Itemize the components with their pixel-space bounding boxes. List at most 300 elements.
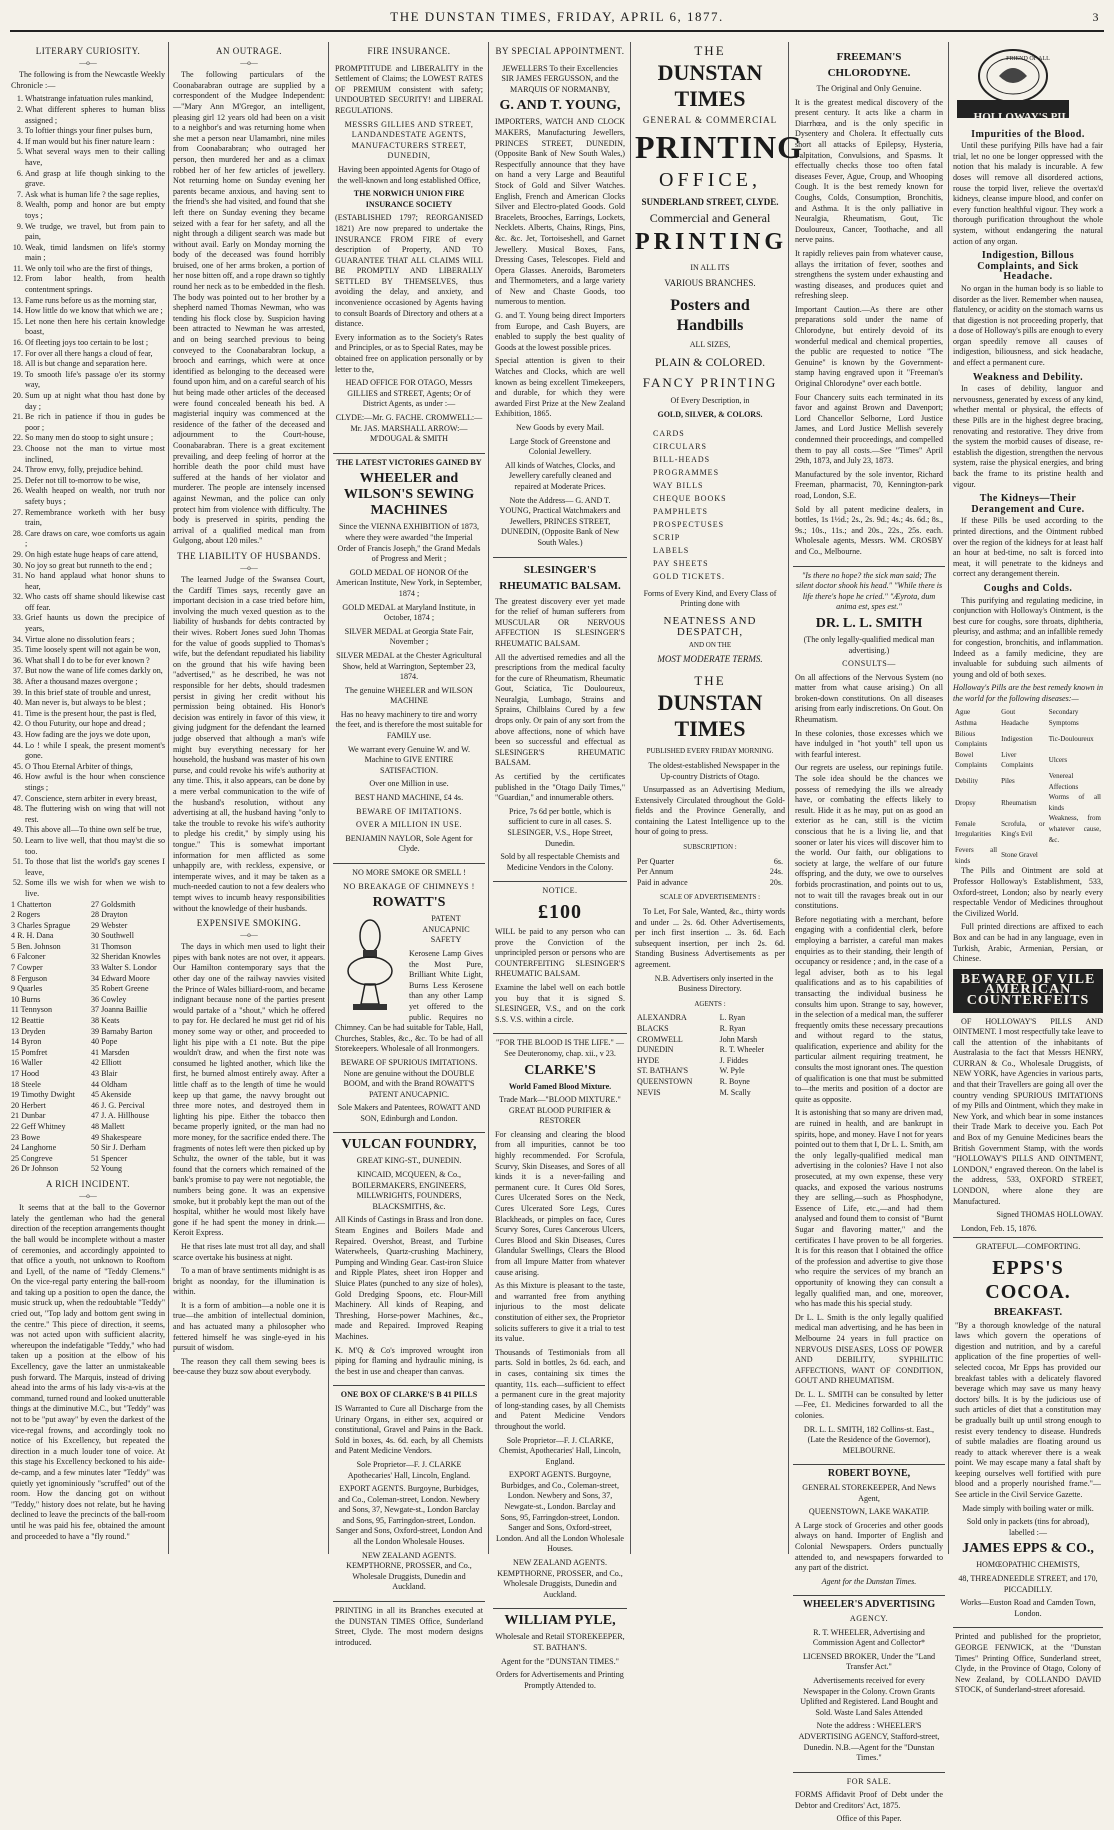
ad-text: For cleansing and clearing the blood from all impurities, cannot be too highly recommended. For Scrofula, Scurvy, Skin Diseases, and Sores of all kinds it is a never-failing and permanent cure. It Cures Old Sores, Cures Ulcerated Sores on the Neck, Cures Ulcerated Sore Legs, Cures Blackheads, or pimples on face, Cures Scurvy Sores, Cures Cancerous Ulcers, Cures Blood and Skin Diseases, Cures Glandular Swellings, Clears the Blood from all Impure Matter from whatever cause arising. xyxy=(495,1129,625,1277)
sewing-machine-ad xyxy=(333,453,485,860)
ad-title: JAMES EPPS & CO., xyxy=(962,1541,1094,1557)
literary-line: 34. Virtue alone no dissolution fears ; xyxy=(25,635,165,646)
remedy-row: Debility Piles Venereal Affections xyxy=(955,772,1079,791)
ad-text: Sold by all patent medicine dealers, in bottles, 1s 1½d.; 2s., 2s. 9d.; 4s.; 4s. 6d.; 8s., 9s.; 10s., 11s.; and 20s., 22s., 25s. each. Wholesale agents, Messrs. WM. CROSBY and Co., Melbourne. xyxy=(795,504,943,556)
scale-text: To Let, For Sale, Wanted, &c., thirty words and under ... 2s. 6d. Other Advertisements, per inch first insertion ... 3s. 6d. Each subsequent insertion, per inch 2s. 6d. Standing Business Advertisements as per agreement. xyxy=(635,907,785,969)
poet-entry: 35 Robert Greene xyxy=(91,984,149,994)
printing-comm: Commercial and General xyxy=(649,211,771,226)
agent-row: CROMWELL John Marsh xyxy=(637,1034,758,1044)
printing-every: Of Every Description, in xyxy=(670,395,750,405)
section-text: If these Pills be used according to the printed directions, and the Ointment rubbed over the region of the kidneys for at least half an hour at bed-time, no salt is forced into meat, it will penetrate to the kidneys and correct any derangement therein. xyxy=(953,516,1103,579)
poet-entry: 43 Blair xyxy=(91,1069,118,1078)
ad-text: IS Warranted to Cure all Discharge from the Urinary Organs, in either sex, acquired or constitutional, Gravel and Pains in the Back. Sold in boxes, 4s. 6d. each, by all Chemists and Patent Medicine Vendors. xyxy=(335,1403,483,1456)
ad-text: Since the VIENNA EXHIBITION of 1873, where they were awarded "the Imperial Order of Francis Joseph," the Grand Medals of Progress and Merit ; xyxy=(337,522,481,564)
ad-title: THE NORWICH UNION FIRE INSURANCE SOCIETY xyxy=(353,189,465,209)
signature: Signed THOMAS HOLLOWAY. xyxy=(996,1210,1103,1220)
column-4 xyxy=(490,42,630,1690)
ad-text: NO BREAKAGE OF CHIMNEYS ! xyxy=(343,881,475,891)
section-heading: Indigestion, Billous Complaints, and Sick Headache. xyxy=(977,250,1079,283)
printing-branches: VARIOUS BRANCHES. xyxy=(664,277,756,288)
literary-intro: The following is from the Newcastle Weekly Chronicle :— xyxy=(11,70,165,90)
literary-lines xyxy=(11,94,165,899)
lamp-ad xyxy=(333,863,485,1129)
literary-line: 19. To smooth life's passage o'er its stormy way, xyxy=(25,370,165,391)
ad-text: In these colonies, those excesses which we have indulged in "hot youth" tell upon us with fearful interest. xyxy=(795,728,943,759)
column-rule xyxy=(488,42,489,1554)
section-text: Full printed directions are affixed to each Box and can be had in any language, even in Turkish, Arabic, Armenian, Persian, or Chinese. xyxy=(953,922,1103,964)
ad-text: KINCAID, MCQUEEN, & Co., BOILERMAKERS, ENGINEERS, MILLWRIGHTS, FOUNDERS, BLACKSMITHS, &c. xyxy=(352,1170,466,1211)
literary-line: 20. Sum up at night what thou hast done by day ; xyxy=(25,391,165,412)
blood-mixture-ad xyxy=(493,1033,627,1605)
remedy-row: Female Irregularities Scrofula, or King's Evil Weakness, from whatever cause, &c. xyxy=(955,814,1101,844)
ad-text: As this Mixture is pleasant to the taste, and warranted free from anything injurious to the most delicate constitution of either sex, the Proprietor solicits sufferers to give it a trial to test its value. xyxy=(495,1281,625,1344)
literary-line: 2. What different spheres to human bliss assigned ; xyxy=(25,105,165,126)
literary-line: 42. O thou Futurity, our hope and dread ; xyxy=(25,719,165,730)
literary-line: 39. In this brief state of trouble and unrest, xyxy=(25,688,165,699)
ad-title: G. AND T. YOUNG, xyxy=(499,98,621,114)
ad-text: It rapidly relieves pain from whatever cause, allays the irritation of fever, soothes and strengthens the system under exhausting and wasting diseases, and produces quiet and refreshing sleep. xyxy=(795,248,943,301)
seal-motto: FRIEND OF ALL xyxy=(1006,55,1050,62)
printing-item: CHEQUE BOOKS xyxy=(653,493,727,503)
poet-entry: 10 Burns xyxy=(11,994,41,1004)
ad-text: New Goods by every Mail. xyxy=(516,423,604,432)
chlorodyne-ad xyxy=(793,45,945,563)
poet-entry: 49 Shakespeare xyxy=(91,1132,142,1142)
literary-line: 47. Conscience, stern arbiter in every breast, xyxy=(25,794,165,805)
remedy-row: Bowel Complaints Liver Complaints Ulcers xyxy=(955,750,1068,770)
poet-entry: 48 Mallett xyxy=(91,1121,125,1131)
poet-entry: 32 Sheridan Knowles xyxy=(91,952,161,962)
ad-text: LICENSED BROKER, Under the "Land Transfer Act." xyxy=(802,1651,936,1672)
times-title: DUNSTAN TIMES xyxy=(657,690,763,742)
poet-entry: 19 Timothy Dwight xyxy=(11,1090,75,1100)
literary-line: 35. Time loosely spent will not again be won, xyxy=(25,645,165,656)
poet-entry: 29 Webster xyxy=(91,920,128,930)
poet-entry: 13 Dryden xyxy=(11,1026,46,1036)
divider: —o— xyxy=(79,58,97,67)
divider: —o— xyxy=(240,58,258,67)
printing-fancy: FANCY PRINTING xyxy=(642,374,778,390)
ad-text: Large Stock of Greenstone and Colonial Jewellery. xyxy=(509,436,611,457)
poet-entry: 26 Dr Johnson xyxy=(11,1164,59,1174)
literary-line: 15. Let none then here his certain knowledge boast, xyxy=(25,317,165,338)
ad-title: CLARKE'S xyxy=(524,1062,596,1078)
ad-text: Works—Euston Road and Camden Town, London. xyxy=(960,1598,1096,1618)
times-unsurpassed: Unsurpassed as an Advertising Medium, Extensively Circulated throughout the Gold-fields and the Province Generally, and containing the Latest Intelligence up to the hour of going to press. xyxy=(635,785,785,837)
ad-text: It is astonishing that so many are driven mad, are ruined in health, and are bankrupt in spirits, hope, and money. Have I not for years pointed out to them that I, Dr L. L. Smith, am the only legally-qualified medical man advertising in the colonies? Have I not also prosecuted, at my own expense, these very quacks, and exposed the various nostrums they are selling,—such as Phosphodyne, Essence of Life, etc.,—and had them analysed and found them to consist of "Burnt Sugar and flavoring matter," and the certificates I have proven to be all forgeries. It is for this reason that I obtained the office of the profession and advertise to give those who require the services of my branch an opportunity of knowing they can consult a legally qualified man, and one, moreover, who has made this his special study. xyxy=(795,1108,943,1309)
printing-item: BILL-HEADS xyxy=(653,454,711,464)
smoking-text: The days in which men used to light their pipes with bank notes are not over, it appears. Our Hamilton contemporary says that the other day one of the railway navvies visited the Prince of Wales billiard-room, and became indignant because none of the parties present would partake of a "shout," which he offered to pay for. He declared he must get rid of his money some way or other, and proceeded to light his pipe with a £1 note. But the pipe wouldn't draw, and when the first note was consumed he lighted another, which like the first, he burned almost entirely away. After a little chaff as to the length of time he would keep up that game, the navvy brought out three more notes, and destroyed them in lighting his pipe. Either the tobacco then became properly ignited, or the man had no more money, for the sacrifice ended there. The fragments of notes left were then picked up by Schultz, the owner of the table, but it was found that the corners which remained of the bank's promise to pay were not negotiable, the numbers being gone. It was an expensive smoke, but it probably kept the man out of the hospital, whither he would most likely have gone if he had spent the money in drink.—Keroit Express. xyxy=(173,942,325,1238)
literary-line: 50. Learn to live well, that thou may'st die so too. xyxy=(25,836,165,857)
section-text: No organ in the human body is so liable to disorder as the liver. Remember when nausea, flatulency, or acidity on the stomach warns us that digestion is not proceeding properly, that a dose of Holloway's pills are enough to every organ speedily remove all causes of indigestion, biliousness, and sick headache, and effect a permanent cure. xyxy=(953,283,1103,368)
printing-item: CIRCULARS xyxy=(653,441,707,451)
printing-word2: PRINTING xyxy=(635,229,788,256)
ad-title: BREAKFAST. xyxy=(993,1305,1063,1318)
outrage-text: The following particulars of the Coonabarabran outrage are supplied by a correspondent of the Mudgee Independent:—"Mary Ann M'Gregor, an intelligent, pleasing girl 12 years old had been on a visit to a neighbor's and was returning home when she met a person near Ulamambri, nine miles from Coonabarabran; who outraged her person, then murdered her and as a climax robbed her of her few articles of jewellery. Not returning home on Sunday evening her parents became anxious, and having sent to the friend's she had visited, and found that she left there on Sunday evening they became seized with a fear for her safety, and all the night through a diligent search was made but without avail. Early on Monday morning the body of the deceased was found horribly bruised, one of her arms broken, a portion of her nose bitten off, and a rope drawn so tightly round her neck as to be embedded in the flesh. The body was pointed out to her brother by a shepherd named Thomas Newman, who was tending his flock close by. Suspicion having been attracted to Newman he was arrested, and on being searched previous to being conveyed to the Coonabarabran lockup, a brooch and earrings, which were at once identified as belonging to the deceased were found upon him, and on a careful search of his hut being made other articles of the deceased were found concealed beneath his bed. A magisterial inquiry was commenced at the residence of the father of the deceased and adjournment to the Court-house, Coonabarabran. There is a great excitement prevailing, and deep feeling of horror at the horrible death the poor child must have suffered at the hands of her violator and murderer. The people are intensely incensed against Newman, and the police can only protect him from violence with difficulty. The body is preserved in spirits, pending the arrival of a qualified medical man from Gulgong, about 120 miles." xyxy=(173,70,325,546)
printing-neatness: NEATNESS AND DESPATCH, xyxy=(663,614,757,638)
times-oldest: The oldest-established Newspaper in the Up-country Districts of Otago. xyxy=(648,760,780,781)
poet-entry: 47 J. A. Hillhouse xyxy=(91,1111,150,1121)
poet-entry: 18 Steele xyxy=(11,1079,41,1089)
poet-entry: 40 Pope xyxy=(91,1037,118,1047)
divider: —o— xyxy=(240,563,258,572)
poet-entry: 20 Herbert xyxy=(11,1100,46,1110)
ad-text: GOLD MEDAL at Maryland Institute, in October, 1874 ; xyxy=(342,602,476,623)
agents-table xyxy=(635,1013,785,1098)
masthead xyxy=(10,4,1104,32)
column-5 xyxy=(632,42,804,1554)
poet-entry: 44 Oldham xyxy=(91,1079,128,1089)
ad-text: EXPORT AGENTS. Burgoyne, Burbidges, and Co., Coleman-street, London. Newbery and Sons, 37, Newgate-st., London Barclay and Sons, 95, Farringdon-street, London. Sanger and Sons, Oxford-street, London And all the London Wholesale Houses. xyxy=(335,1484,483,1547)
ad-text: OVER A MILLION IN USE. xyxy=(355,820,463,830)
poet-entry: 36 Cowley xyxy=(91,994,127,1004)
ad-text: It is the greatest medical discovery of the present century. It acts like a charm in Diarrhœa, and is the only specific in Dysentery and Cholera. It effectually cuts short all attacks of Epilepsy, Hysteria, Palpitation, Convulsions, and Spasms. It effectually checks those too often fatal diseases Fever, Ague, Croup, and Whooping Cough. It is the best remedy known for Coughs, Colds, Consumption, Bronchitis, and Asthma. It is the only palliative in Neuralgia, Rheumatism, Gout, Tic Douloureux, Cancer, Toothache, and all nerve pains. xyxy=(795,97,943,245)
literary-line: 13. Fame runs before us as the morning star, xyxy=(25,296,165,307)
agent-row: QUEENSTOWN R. Boyne xyxy=(637,1076,750,1086)
printing-word: PRINTING xyxy=(635,128,804,165)
poet-entry: 4 R. H. Dana xyxy=(11,931,54,941)
pyle-ad xyxy=(493,1608,627,1696)
ad-text: Important Caution.—As there are other preparations sold under the name of Chlorodyne, but entirely devoid of its wonderful medical and chemical properties, the public are requested to notice "The Genuine" is known by the Government-stamp having engraved upon it "Freeman's Original Chlorodyne" over each bottle. xyxy=(795,304,943,389)
literary-line: 44. Lo ! while I speak, the present moment's gone. xyxy=(25,741,165,762)
literary-line: 7. Ask what is human life ? the sage replies, xyxy=(25,190,165,201)
literary-line: 1. Whatstrange infatuation rules mankind, xyxy=(25,94,165,105)
poet-entry: 5 Ben. Johnson xyxy=(11,941,61,951)
printing-sub: GENERAL & COMMERCIAL xyxy=(642,115,778,125)
poet-entry: 38 Keats xyxy=(91,1016,120,1026)
literary-line: 52. Some ills we wish for when we wish to live. xyxy=(25,878,165,899)
ad-text: Made simply with boiling water or milk. xyxy=(962,1503,1094,1513)
literary-line: 38. After a thousand mazes overgone ; xyxy=(25,677,165,688)
column-rule xyxy=(328,42,329,1554)
literary-line: 11. We only toil who are the first of things, xyxy=(25,264,165,275)
poet-entry: 6 Falconer xyxy=(11,952,46,962)
maxim: To a man of brave sentiments midnight is as bright as noonday, for the illumination is within. xyxy=(173,1266,325,1297)
literary-line: 49. This above all—To thine own self be true, xyxy=(25,825,165,836)
ad-text: (ESTABLISHED 1797; REORGANISED 1821) Are now prepared to undertake the INSURANCE FROM FIRE of every description of Property, AND TO GUARANTEE THAT ALL CLAIMS WILL BE PROMPTLY AND LIBERALLY SETTLED BY THEMSELVES, thus avoiding the delay, and anxiety, and inconvenience occasioned by Agents having to consult Boards of Directory and others at a distance. xyxy=(335,213,483,329)
ad-text: Orders for Advertisements and Printing Promptly Attended to. xyxy=(496,1670,624,1690)
ad-text: Dr. L. L. SMITH can be consulted by letter—Fee, £1. Medicines forwarded to all the colonies. xyxy=(795,1389,943,1421)
ad-text: Sole Proprietor—F. J. CLARKE Apothecaries' Hall, Lincoln, England. xyxy=(347,1459,471,1480)
ad-text: GOLD MEDAL OF HONOR Of the American Institute, New York, in September, 1874 ; xyxy=(335,567,482,598)
poet-entry: 27 Goldsmith xyxy=(91,899,136,909)
printing-the: THE xyxy=(694,43,726,58)
literary-line: 37. But now the wane of life comes darkly on, xyxy=(25,666,165,677)
printing-item: PAY SHEETS xyxy=(653,558,709,568)
beware-banner: BEWARE OF VILE AMERICAN COUNTERFEITS xyxy=(953,969,1103,1013)
ad-text: SILVER MEDAL at the Chester Agricultural Show, held at Warrington, September 23, 1874. xyxy=(336,650,482,682)
printing-and: AND ON THE xyxy=(688,641,732,650)
ad-text: Our regrets are useless, our repinings futile. The sole idea should be the chances we possess of remedying the ills we already have, or combating the effects likely to result. Hide it as he may, put on as good an exterior as he can, still is the victim conscious that he is a living lie, and that sooner or later his vices will discover him to the world. Our faith, our obligations to society at large, the welfare of our future offspring, and the duty, we owe to ourselves forbids procrastination, and points out to us, not to wait till the ravages break out in our constitutions. xyxy=(795,763,943,911)
literary-line: 26. Wealth heaped on wealth, nor truth nor safety buys ; xyxy=(25,486,165,507)
literary-line: 3. To loftier things your finer pulses burn, xyxy=(25,126,165,137)
printing-title: DUNSTAN TIMES xyxy=(657,60,763,111)
literary-line: 31. No hand applaud what honor shuns to hear, xyxy=(25,571,165,592)
ad-title: SLESINGER'S RHEUMATIC BALSAM. xyxy=(499,563,621,592)
ad-text: Thousands of Testimonials from all parts. Sold in bottles, 2s 6d. each, and in cases, containing six times the quantity, 11s. each—sufficient to effect a permanent cure in the great majority of long-standing cases, by all Chemists and Patent Medicine Vendors throughout the world. xyxy=(495,1347,625,1431)
poet-entry: 45 Akenside xyxy=(91,1090,132,1100)
fire-insurance-ad xyxy=(333,60,485,450)
ad-title: FOR SALE. xyxy=(846,1776,892,1786)
literary-line: 22. So many men do stoop to sight unsure ; xyxy=(25,433,165,444)
column-7 xyxy=(950,42,1106,1695)
balsam-ad xyxy=(493,557,627,879)
ad-text: All kinds of Watches, Clocks, and Jewellery carefully cleaned and repaired at Moderate Prices. xyxy=(504,460,616,491)
ad-text: K. M'Q & Co's improved wrought iron piping for flaming and hydraulic mining, is the best in use and cheaper than canvas. xyxy=(335,1345,483,1376)
ad-title: WHEELER'S ADVERTISING xyxy=(802,1599,936,1611)
column-rule xyxy=(948,42,949,1554)
literary-line: 30. No joy so great but runneth to the end ; xyxy=(25,561,165,572)
ad-text: Dr L. L. Smith is the only legally qualified medical man advertising, and he has been in Melbourne 24 years in full practice on NERVOUS DISEASES, LOSS OF POWER AND DEBILITY, SYPHILITIC AFFECTIONS, WANT OF CONDITION, GOUT AND RHEUMATISM. xyxy=(795,1312,943,1386)
ad-text: EXPORT AGENTS. Burgoyne, Burbidges, and Co., Coleman-street, London. Newbery and Sons, 37, Newgate-st., London. Barclay and Sons, 95, Farringdon-street, London. Sanger and Sons, Oxford-street, London. And all the London Wholesale Houses. xyxy=(496,1470,624,1554)
section-heading: The Kidneys—Their Derangement and Cure. xyxy=(971,493,1085,515)
poet-entry: 1 Chatterton xyxy=(11,899,52,909)
poet-entry: 37 Joanna Baillie xyxy=(91,1005,148,1015)
wheeler-ad xyxy=(793,1595,945,1768)
ad-text: Sold only in packets (tins for abroad), labelled :— xyxy=(966,1517,1090,1537)
reward-amount: £100 xyxy=(538,900,582,923)
ad-title: NOTICE. xyxy=(542,886,578,896)
reward-notice xyxy=(493,881,627,1030)
poet-entry: 7 Cowper xyxy=(11,963,43,973)
ad-text: "FOR THE BLOOD IS THE LIFE." —See Deuteronomy, chap. xii., v 23. xyxy=(496,1038,624,1058)
poet-entry: 30 Southwell xyxy=(91,931,134,941)
ad-text: NEW ZEALAND AGENTS. KEMPTHORNE, PROSSER, and Co., Wholesale Druggists, Dunedin and Auckland. xyxy=(497,1558,623,1599)
ad-text: Wholesale and Retail STOREKEEPER, ST. BATHAN'S. xyxy=(495,1632,625,1652)
appointment-heading: BY SPECIAL APPOINTMENT. xyxy=(495,46,625,56)
ad-text: G. and T. Young being direct Importers from Europe, and Cash Buyers, are enabled to supply the best quality of Goods at the lowest possible prices. xyxy=(495,311,625,352)
ad-text: JEWELLERS To their Excellencies SIR JAMES FERGUSSON, and the MARQUIS OF NORMANBY, xyxy=(501,63,619,94)
section-text: OF HOLLOWAY'S PILLS AND OINTMENT. I most respectfully take leave to call the attention of the inhabitants of Australasia to the fact that Messrs HENRY, CURRAN & Co., Wholesale Druggists, of NEW YORK, have Agencies in various parts, and that their Travellers are going all over the country vending SPURIOUS IMITATIONS of my Pills and Ointment, which they make in New York, and which bear in some instances their Trade Mark to deceive you. Each Pot and Box of my Genuine Medicines bears the British Government Stamp, with the words "HOLLOWAY'S PILLS AND OINTMENT, LONDON," engraved thereon. On the label is the address, 533, OXFORD STREET, LONDON, where alone they are Manufactured. xyxy=(953,1016,1103,1206)
poet-entry: 31 Thomson xyxy=(91,941,132,951)
literary-line: 27. Remembrance worketh with her busy train, xyxy=(25,508,165,529)
literary-line: 25. Defer not till to-morrow to be wise, xyxy=(25,476,165,487)
poet-entry: 11 Tennyson xyxy=(11,1005,53,1015)
nb-text: N.B. Advertisers only inserted in the Business Directory. xyxy=(654,973,774,994)
literary-line: 46. How awful is the hour when conscience stings ; xyxy=(25,772,165,793)
literary-line: 48. The fluttering wish on wing that will not rest. xyxy=(25,804,165,825)
agent-row: HYDE J. Fiddes xyxy=(637,1055,749,1065)
printing-item: GOLD TICKETS. xyxy=(653,571,725,581)
poet-entry: 16 Waller xyxy=(11,1058,43,1068)
poet-entry: 3 Charles Sprague xyxy=(11,920,71,930)
incident-text: It seems that at the ball to the Governor lately the gentleman who had the general direction of the reception arrangements thought the ball would be incomplete without a master of ceremonies, and accordingly appointed to that office a youth, not unknown to Rooftom and Lyell, of the name of "Teddy Clemens." On the vice-regal party entering the ball-room and taking up a position to open the dance, the music struck up, when the redoubtable "Teddy" cried out, "Top lady and bottom gent swing in the centre." This piece of direction, it seems, was not acted upon with sufficient alacrity, whereupon the indefatigable "Teddy," who had taken up a position at the elbow of his Excellency, gave the latter an unmistakeable push forward. The Marquis, instead of driving ahead into the arms of his lady vis-a-vis at the command, turned round and looked unutterable things at the diminutive M.C., but "Teddy" was not to be "put away" by even the darkest of the vice-regal frowns, and accordingly took no notice of his Excellency, but repeated the direction in a much louder tone of voice. At this stage his Excellency beckoned to his aide-de-camp, and a few minutes later "Teddy" was quietly yet ignominiously "scruffed" out of the room. How the dancing got on without "Teddy," history does not relate, but he having declined to leave the precincts of the ball-room until he was paid his fee, obtained the amount and proceeded to have a "fly round." xyxy=(11,1203,165,1541)
incident-heading: A RICH INCIDENT. xyxy=(45,1178,131,1189)
printing-items xyxy=(635,427,785,583)
column-rule xyxy=(168,42,169,1554)
ad-text: All the advertised remedies and all the prescriptions from the medical faculty for the cure of Rheumatism, Rheumatic Gout, Sciatica, Tic Douloureux, Neuralgia, Lumbago, Strains and Sprains, Chilblains Cured by a few drops only. Or pain of any sort from the above affections, none of which have been so successful and effectual as SLESINGER'S RHEUMATIC BALSAM. xyxy=(495,652,625,768)
maxim: It is a form of ambition—a noble one it is true—the ambition of intellectual dominion, and has actuated many a philosopher who fettered himself he was single-eyed in his pursuit of wisdom. xyxy=(173,1300,325,1353)
poet-entry: 42 Elliott xyxy=(91,1058,122,1068)
remedy-row: Asthma Headache Symptoms xyxy=(955,719,1079,728)
poet-entry: 17 Hood xyxy=(11,1069,40,1078)
agent-row: NEVIS M. Scally xyxy=(637,1087,751,1097)
liability-text: The learned Judge of the Swansea Court, the Cardiff Times says, recently gave an important decision in a case tried before him, involving the much vexed question as to the liability of husbands for debts contracted by their wives. Robert Jones sued John Thomas for the value of goods supplied to Thomas's wife, but the defendant repudiated his liability on the ground that his wife having been "advertised," as he described, he was not responsible for her debts, should tradesmen persist in giving her credit without his permission being obtained. His Honor's decision was entirely in favor of this view, it giving judgment for the defendant the learned judge observed that although a man's wife might buy everything necessary for her household, the husband was master of his own purse, and could revoke his wife's authority at any time. This, it also appears, can be done by a mere verbal communication to the wife of the husband's resolution, without any advertising at all, the husband having "only to take the trouble to revoke his wife's authority to pledge his credit," by simply using his tongue." This is somewhat important information for men afflicted as some unhappily are, with reckless, expensive, or intemperate wives, and it may be taken as a much-needed caution to not a few dealers who tempt wives to incumb heavy responsibilities without the knowledge of their husbands. xyxy=(173,575,325,913)
poet-entry: 34 Edward Moore xyxy=(91,973,150,983)
ad-text: Advertisements received for every Newspaper in the Colony. Crown Grants Uplifted and Registered. Land Bought and Sold. Waste Land Sales Attended xyxy=(800,1675,938,1717)
poet-entry: 24 Langhorne xyxy=(11,1143,57,1153)
agent-row: BLACKS R. Ryan xyxy=(637,1023,746,1033)
remedy-row: Bilious Complaints Indigestion Tic-Douloureux xyxy=(955,729,1094,749)
scale-heading: SCALE OF ADVERTISEMENTS : xyxy=(659,893,761,902)
ad-title: WHEELER and WILSON'S SEWING MACHINES xyxy=(343,471,475,519)
ad-text: WILL be paid to any person who can prove the Conviction of the unprincipled person or persons who are COUNTERFEITING SLESINGER'S RHEUMATIC BALSAM. xyxy=(495,926,625,979)
literary-line: 41. Time is the present hour, the past is fled, xyxy=(25,709,165,720)
ad-text: The greatest discovery ever yet made for the relief of human sufferers from MUSCULAR OR NERVOUS AFFECTION IS SLESINGER'S RHEUMATIC BALSAM. xyxy=(495,596,625,648)
ad-text: FORMS Affidavit Proof of Debt under the Debtor and Creditors' Act, 1875. xyxy=(795,1790,943,1810)
poet-entry: 9 Quarles xyxy=(11,984,43,994)
times-published: PUBLISHED EVERY FRIDAY MORNING. xyxy=(646,747,774,756)
poet-entry: 22 Geff Whitney xyxy=(11,1121,66,1131)
ad-text: GRATEFUL—COMFORTING. xyxy=(975,1242,1081,1252)
imprint xyxy=(953,1627,1103,1701)
ad-title: THE LATEST VICTORIES GAINED BY xyxy=(336,457,482,467)
ad-text: BENJAMIN NAYLOR, Sole Agent for Clyde. xyxy=(345,833,473,854)
ad-text: GENERAL STOREKEEPER, And News Agent, xyxy=(802,1483,936,1503)
ad-text: Note the Address— G. AND T. YOUNG, Practical Watchmakers and Jewellers, PRINCES STREET, DUNEDIN, (Opposite Bank of New South Wales.) xyxy=(499,495,621,547)
subscription-heading: SUBSCRIPTION : xyxy=(683,843,737,852)
poet-entry: 23 Bowe xyxy=(11,1132,40,1142)
literary-line: 23. Choose not the man to virtue most inclined, xyxy=(25,444,165,465)
ad-title: FREEMAN'S CHLORODYNE. xyxy=(827,51,911,79)
ad-title: ONE BOX OF CLARKE'S B 41 PILLS xyxy=(340,1390,478,1400)
literary-line: 45. O Thou Eternal Arbiter of things, xyxy=(25,762,165,773)
poet-entry: 2 Rogers xyxy=(11,910,40,920)
agent-row: ST. BATHAN'S W. Pyle xyxy=(637,1066,745,1076)
agent-row: ALEXANDRA L. Ryan xyxy=(637,1013,746,1023)
poet-entry: 51 Spencer xyxy=(91,1153,128,1163)
ad-text: All Kinds of Castings in Brass and Iron done. Steam Engines and Boilers Made and Repaired. Overshot, Breast, and Turbine Waterwheels, Quartz-crushing Machinery, Pumping and Winding Gear. Cast-iron Sluice and Ripple Plates, sheet iron Hopper and Sluice Plates (punched to any size of holes), Gold Dredging Spoons, etc. Flour-Mill Machinery. All kinds of Reaping, and Threshing, Horse-power Machines, &c., made and Repaired. Improved Reaping Machines. xyxy=(335,1215,483,1341)
literary-line: 36. What shall I do to be for ever known ? xyxy=(25,656,165,667)
subscription-row: Per Annum 24s. xyxy=(637,867,783,877)
printing-item: WAY BILLS xyxy=(653,480,704,490)
seal-banner: HOLLOWAY'S PILLS xyxy=(973,110,1083,123)
ad-text: DR. L. L. SMITH, 182 Collins-st. East., (Late the Residence of the Governor), MELBOURNE. xyxy=(803,1424,935,1455)
literary-line: 10. Weak, timid landsmen on life's stormy main ; xyxy=(25,243,165,264)
ad-text: HEAD OFFICE FOR OTAGO, Messrs GILLIES and STREET, Agents; Or of District Agents, as under :— xyxy=(345,378,473,409)
poet-entry: 8 Ferguson xyxy=(11,973,48,983)
ad-text: Sole Makers and Patentees, ROWATT AND SON, Edinburgh and London. xyxy=(337,1103,481,1123)
ad-text: The Original and Only Genuine. xyxy=(816,84,922,93)
ad-text: QUEENSTOWN, LAKE WAKATIP. xyxy=(808,1507,930,1517)
literary-line: 32. Who casts off shame should likewise cast off fear. xyxy=(25,592,165,613)
imprint-text: Printed and published for the proprietor, GEORGE FENWICK, at the "Dunstan Times" Printing Office, Sunderland street, Clyde, in the Province of Otago, Colony of New Zealand, by COLLANDO DAVID STOCK, of Sunderland-street aforesaid. xyxy=(955,1632,1101,1695)
ad-text: BEWARE OF IMITATIONS. xyxy=(356,806,462,816)
page-number: 3 xyxy=(1092,9,1100,24)
ad-text: Before negotiating with a merchant, before engaging with a confidential clerk, before employing a barrister, a careful man makes enquiries as to their standing, their length of occupancy or residence ; and, in the case of a legal adviser, both as to his legal qualifications and as to his capabilities of transacting the individual business he consults him upon. Strange to say, however, in the selection of a medical man, the sufferer frequently omits these necessary precautions and without regard to the status, qualification, experience and ability for the particular ailment requiring treatment, he consults the most ignorant ones. The question of qualification is one that must be submitted to—the merits and position of a doctor are quite as opposite. xyxy=(795,914,943,1104)
poet-entry: 14 Byron xyxy=(11,1037,42,1047)
ad-title: VULCAN FOUNDRY, xyxy=(341,1137,477,1153)
section-text: This purifying and regulating medicine, in conjunction with Holloway's Ointment, is the best cure for coughs, sore throats, diphtheria, pleurisy, and asthma; and an infallible remedy for congestion, bronchitis, and inflammation. Indeed as a family medicine, they are invaluable for subduing such ailments of young and old of both sexes. xyxy=(953,595,1103,679)
subscription-row: Paid in advance 20s. xyxy=(637,877,783,887)
column-rule xyxy=(630,42,631,1554)
ad-text: Note the address : WHEELER'S ADVERTISING AGENCY, Stafford-street, Dunedin. N.B.—Agent for the "Dunstan Times." xyxy=(798,1721,940,1763)
ad-text: BEWARE OF SPURIOUS IMITATIONS. None are genuine without the DOUBLE BOOM, and with the Brand ROWATT'S PATENT ANUCAPNIC. xyxy=(340,1057,478,1099)
ad-text: Price, 7s 6d per bottle, which is sufficient to cure in all cases. S. SLESINGER, V.S., Hope Street, Dunedin. xyxy=(507,806,613,848)
literary-line: 6. And grasp at life though sinking to the grave. xyxy=(25,169,165,190)
ad-text: Over one Million in use. xyxy=(369,779,449,789)
printing-item: LABELS xyxy=(653,545,690,555)
divider: —o— xyxy=(79,1191,97,1200)
printing-terms: MOST MODERATE TERMS. xyxy=(657,653,763,664)
poet-entry: 50 Sir J. Derham xyxy=(91,1143,146,1153)
ad-text: Office of this Paper. xyxy=(836,1814,902,1824)
remedy-row: Dropsy Rheumatism Worms of all kinds xyxy=(955,793,1101,812)
ad-text: Agent for the "DUNSTAN TIMES." xyxy=(501,1656,619,1666)
printing-item: PROGRAMMES xyxy=(653,467,720,477)
for-sale-ad xyxy=(793,1772,945,1830)
poet-list xyxy=(11,900,165,1175)
ad-text: The genuine WHEELER and WILSON MACHINE xyxy=(345,685,473,706)
printing-posters: Posters and Handbills xyxy=(670,297,750,335)
printing-gold: GOLD, SILVER, & COLORS. xyxy=(657,410,763,420)
subscription-table xyxy=(635,857,785,889)
column-3 xyxy=(330,42,488,1647)
masthead-title: THE DUNSTAN TIMES, FRIDAY, APRIL 6, 1877. xyxy=(390,9,724,24)
section-heading: Impurities of the Blood. xyxy=(971,128,1085,140)
ad-title: ROWATT'S xyxy=(372,895,446,911)
section-text: The Pills and Ointment are sold at Professor Holloway's Establishment, 533, Oxford-street, London; also by nearly every respectable Vendor of Medicines throughout the Civilized World. xyxy=(953,866,1103,918)
poet-entry: 39 Barnaby Barton xyxy=(91,1026,153,1036)
poet-entry: 28 Drayton xyxy=(91,910,128,920)
ad-title: AGENCY. xyxy=(849,1613,889,1623)
boyne-ad xyxy=(793,1464,945,1592)
section-heading: Weakness and Debility. xyxy=(972,371,1084,383)
ad-text: Sole Proprietor—F. J. CLARKE, Chemist, Apothecaries' Hall, Lincoln, England. xyxy=(499,1435,621,1466)
ad-text: R. T. WHEELER, Advertising and Commission Agent and Collector* xyxy=(812,1627,926,1648)
literary-line: 5. What several ways men to their calling have, xyxy=(25,147,165,168)
literary-line: 18. All is but change and separation here. xyxy=(25,359,165,370)
ad-text: As certified by the certificates published in the "Otago Daily Times," "Guardian," and innumerable others. xyxy=(495,772,625,803)
printing-item: PROSPECTUSES xyxy=(653,519,725,529)
ad-text: Every information as to the Society's Rates and Principles, or as to Special Rates, may be obtained free on application personally or by letter to the, xyxy=(335,332,483,374)
maxim: He that rises late must trot all day, and shall scarce overtake his business at night. xyxy=(173,1241,325,1262)
ad-text: IMPORTERS, WATCH AND CLOCK MAKERS, Manufacturing Jewellers, PRINCES STREET, DUNEDIN, (Opposite Bank of New South Wales,) Respectfully announce that they have on hand a very Large and Beautiful Stock of Gold and Silver Watches. English, French and American Clocks Silver and Electro-plated Goods. Gold Bracelets, Brooches, Earrings, Lockets, Necklets. Alberts, Chains, Rings, Pins, &c. &c. Jet, Tortoiseshell, and Garnet Jewellery. Musical Boxes, Fans, Dressing Cases, Telescopes. Field and Opera Glasses. Aneroids, Barometers and Thermometers, and a large variety of New and Chaste Goods, too numerous to mention. xyxy=(495,117,625,307)
printing-item: PAMPHLETS xyxy=(653,506,708,516)
literary-line: 24. Throw envy, folly, prejudice behind. xyxy=(25,465,165,476)
times-the: THE xyxy=(694,673,726,689)
ad-title: ROBERT BOYNE, xyxy=(827,1468,911,1480)
column-1 xyxy=(8,42,168,1554)
printing-street: SUNDERLAND STREET, CLYDE. xyxy=(641,196,779,207)
smith-ad xyxy=(793,566,945,1462)
printing-item: SCRIP xyxy=(653,532,681,542)
printing-sizes: ALL SIZES, xyxy=(689,340,731,350)
liability-heading: THE LIABILITY OF HUSBANDS. xyxy=(177,550,321,561)
literary-line: 8. Wealth, pomp and honor are but empty toys ; xyxy=(25,200,165,221)
printing-inall: IN ALL ITS xyxy=(690,263,730,273)
ad-title: DR. L. L. SMITH xyxy=(815,615,923,631)
ad-text: Trade Mark—"BLOOD MIXTURE." GREAT BLOOD PURIFIER & RESTORER xyxy=(499,1095,621,1126)
jewellers-ad xyxy=(493,60,627,554)
ad-text: Sold by all respectable Chemists and Medicine Vendors in the Colony. xyxy=(500,852,620,872)
printing-ad xyxy=(333,1601,485,1653)
poet-entry: 46 J. G. Percival xyxy=(91,1100,145,1110)
literary-line: 4. If man would but his finer nature learn : xyxy=(25,137,165,148)
section-heading: Coughs and Colds. xyxy=(983,582,1073,594)
printing-office: OFFICE, xyxy=(659,168,761,191)
remedy-row: Fevers all kinds Stone Gravel xyxy=(955,846,1038,865)
subscription-row: Per Quarter 6s. xyxy=(637,856,783,866)
ad-text: 48, THREADNEEDLE STREET, and 170, PICCADILLY. xyxy=(958,1574,1098,1594)
ad-text: HOMŒOPATHIC CHEMISTS, xyxy=(976,1560,1080,1570)
ad-text: A Large stock of Groceries and other goods always on hand. Importer of English and Colonial Newspapers. Orders punctually attended to, and newspapers forwarded to any part of the district. xyxy=(795,1520,943,1573)
ad-title: World Famed Blood Mixture. xyxy=(508,1081,612,1091)
ad-text: BEST HAND MACHINE, £4 4s. xyxy=(354,793,464,803)
printing-plain: PLAIN & COLORED. xyxy=(654,354,766,369)
literary-heading: LITERARY CURIOSITY. xyxy=(35,46,141,56)
literary-line: 40. Man never is, but always to be blest ; xyxy=(25,698,165,709)
